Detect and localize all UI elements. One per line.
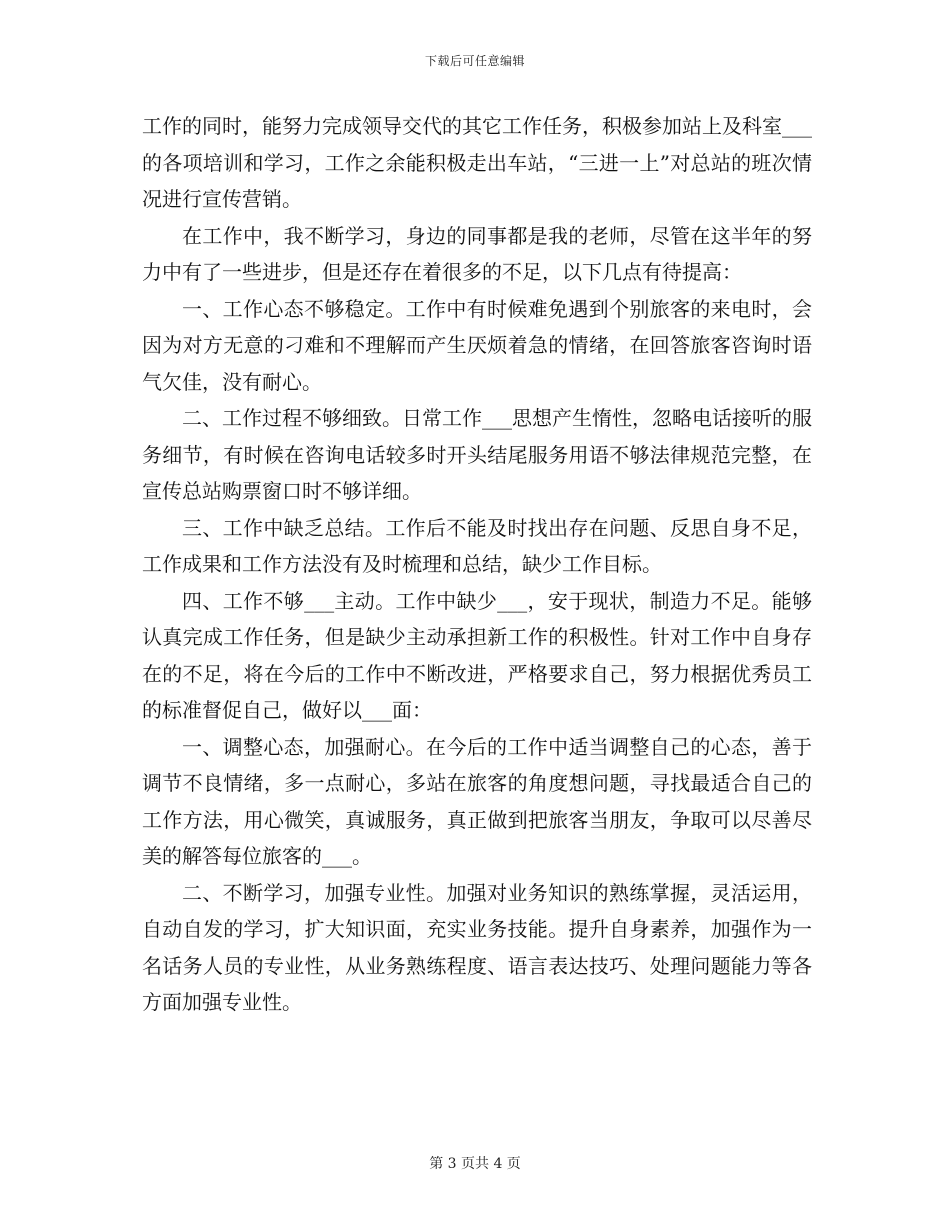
paragraph-8: 二、不断学习，加强专业性。加强对业务知识的熟练掌握，灵活运用，自动自发的学习，扩大知识面，充实业务技能。提升自身素养，加强作为一名话务人员的专业性，从业务熟练程度、语言表达技巧、处理问题能力等各方面加强专业性。 (142, 880, 812, 1014)
page-header: 下载后可任意编辑 (424, 54, 525, 68)
paragraph-1: 工作的同时，能努力完成领导交代的其它工作任务，积极参加站上及科室___的各项培训和学习，工作之余能积极走出车站，“三进一上”对总站的班次情况进行宣传营销。 (142, 114, 812, 211)
paragraph-7: 一、调整心态，加强耐心。在今后的工作中适当调整自己的心态，善于调节不良情绪，多一点耐心，多站在旅客的角度想问题，寻找最适合自己的工作方法，用心微笑，真诚服务，真正做到把旅客当朋友，争取可以尽善尽美的解答每位旅客的___。 (142, 734, 812, 868)
paragraph-6: 四、工作不够___主动。工作中缺少___，安于现状，制造力不足。能够认真完成工作任务，但是缺少主动承担新工作的积极性。针对工作中自身存在的不足，将在今后的工作中不断改进，严格要求自己，努力根据优秀员工的标准督促自己，做好以___面： (142, 588, 812, 722)
paragraph-3: 一、工作心态不够稳定。工作中有时候难免遇到个别旅客的来电时，会因为对方无意的刁难和不理解而产生厌烦着急的情绪，在回答旅客咨询时语气欠佳，没有耐心。 (142, 296, 812, 394)
page-footer: 第 3 页共 4 页 (429, 1156, 521, 1172)
paragraph-5: 三、工作中缺乏总结。工作后不能及时找出存在问题、反思自身不足，工作成果和工作方法没有及时梳理和总结，缺少工作目标。 (142, 515, 812, 576)
document-body (142, 108, 812, 1021)
paragraph-2: 在工作中，我不断学习，身边的同事都是我的老师，尽管在这半年的努力中有了一些进步，但是还存在着很多的不足，以下几点有待提高： (142, 223, 812, 284)
paragraph-4: 二、工作过程不够细致。日常工作___思想产生惰性，忽略电话接听的服务细节，有时候在咨询电话较多时开头结尾服务用语不够法律规范完整，在宣传总站购票窗口时不够详细。 (142, 406, 812, 503)
